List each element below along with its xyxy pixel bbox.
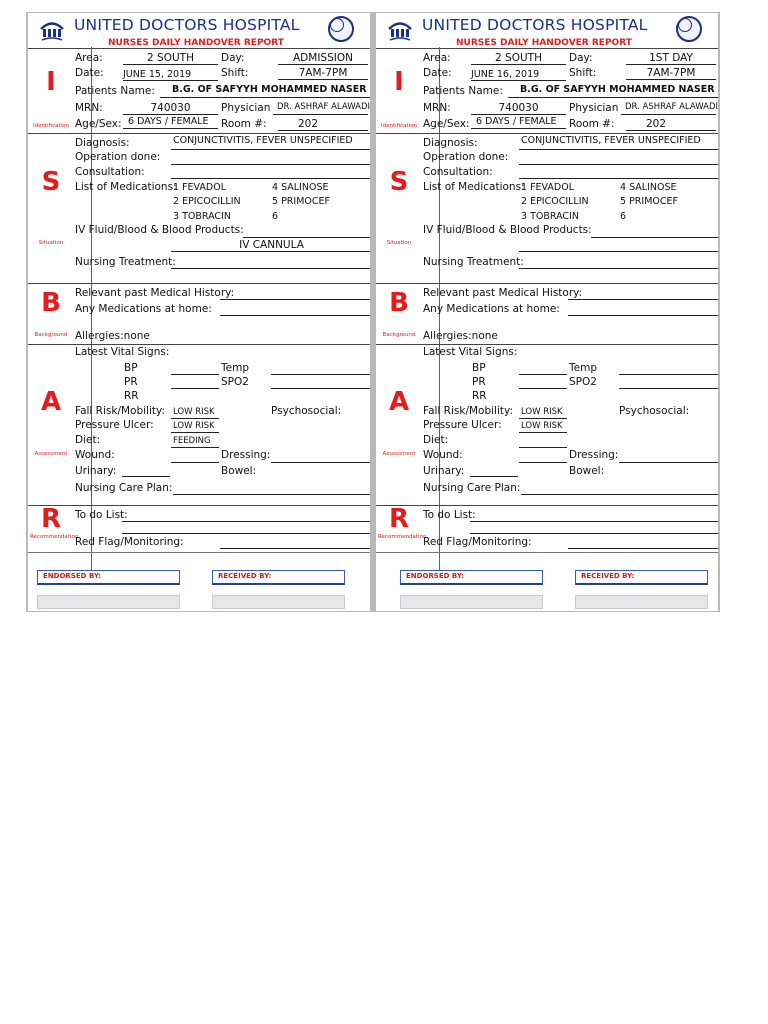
received-by-field-copy[interactable]: [575, 595, 708, 609]
medication-item: 5 PRIMOCEF: [272, 196, 330, 207]
room-label: Room #:: [221, 118, 267, 130]
home-meds-line: [568, 315, 718, 316]
recommendation-caption: Recommendation: [378, 534, 427, 540]
medication-item: 2 EPICOCILLIN: [173, 196, 241, 207]
home-meds-line: [220, 315, 370, 316]
date-label: Date:: [423, 67, 452, 79]
diet-line: [171, 447, 219, 448]
nursing-treatment-label: Nursing Treatment:: [423, 256, 524, 268]
consultation-line: [519, 178, 718, 179]
iv-value: IV CANNULA: [239, 239, 304, 251]
received-by-label: RECEIVED BY:: [218, 572, 272, 580]
dressing-line: [271, 462, 370, 463]
spo2-line: [619, 388, 718, 389]
date-line: [471, 80, 566, 81]
allergies-value: none: [471, 330, 498, 342]
iv-line: [591, 237, 718, 238]
section-divider: [28, 283, 370, 284]
medication-item: 3 TOBRACIN: [521, 211, 579, 222]
bp-label: BP: [124, 362, 138, 374]
consultation-label: Consultation:: [423, 166, 493, 178]
day-label: Day:: [221, 52, 245, 64]
report-title: NURSES DAILY HANDOVER REPORT: [108, 38, 284, 48]
bp-line: [519, 374, 567, 375]
shift-value: 7AM-7PM: [298, 67, 348, 79]
section-divider: [376, 552, 718, 553]
bp-label: BP: [472, 362, 486, 374]
identification-letter: I: [394, 67, 404, 97]
fall-risk-line: [171, 418, 219, 419]
diet-value: FEEDING: [173, 436, 211, 446]
rr-label: RR: [124, 390, 139, 402]
allergies: [75, 330, 150, 342]
area-value: 2 SOUTH: [495, 52, 542, 64]
agesex-label: Age/Sex:: [75, 118, 122, 130]
background-caption: Background: [382, 332, 416, 338]
section-divider: [376, 344, 718, 345]
recommendation-letter: R: [388, 504, 410, 534]
diet-label: Diet:: [423, 434, 449, 446]
wound-label: Wound:: [75, 449, 115, 461]
history-label: Relevant past Medical History:: [423, 287, 583, 299]
mrn-label: MRN:: [75, 102, 103, 114]
day-label: Day:: [569, 52, 593, 64]
medication-item: 4 SALINOSE: [620, 182, 677, 193]
physician-label: Physician: [221, 102, 271, 114]
psychosocial-label: Psychosocial:: [619, 405, 690, 417]
urinary-line: [122, 476, 170, 477]
physician-line: [621, 114, 716, 115]
background-letter: B: [41, 288, 61, 318]
date-line: [123, 80, 218, 81]
area-line: [123, 64, 218, 65]
fall-risk-value: LOW RISK: [173, 407, 215, 417]
mrn-value: 740030: [150, 102, 191, 114]
section-divider: [28, 133, 370, 134]
iv-line: [243, 237, 370, 238]
room-line: [626, 130, 716, 131]
date-value: JUNE 15, 2019: [123, 69, 192, 80]
room-value: 202: [645, 118, 667, 130]
urinary-line: [470, 476, 518, 477]
endorsed-by-label: ENDORSED BY:: [43, 572, 102, 580]
vitals-label: Latest Vital Signs:: [75, 346, 170, 358]
received-by-field[interactable]: [575, 570, 708, 585]
diagnosis-label: Diagnosis:: [423, 137, 478, 149]
fall-risk-value: LOW RISK: [521, 407, 563, 417]
spo2-label: SPO2: [569, 376, 597, 388]
consultation-line: [171, 178, 370, 179]
day-value: 1ST DAY: [649, 52, 693, 64]
allergies-label: Allergies:: [75, 330, 124, 342]
background-letter: B: [389, 288, 409, 318]
section-divider: [376, 505, 718, 506]
situation-letter: S: [41, 167, 61, 197]
physician-label: Physician: [569, 102, 619, 114]
fall-risk-label: Fall Risk/Mobility:: [423, 405, 513, 417]
hospital-logo-icon: [37, 17, 67, 43]
assessment-caption: Assessment: [382, 451, 416, 457]
section-divider: [28, 552, 370, 553]
care-plan-label: Nursing Care Plan:: [75, 482, 173, 494]
diagnosis-value: CONJUNCTIVITIS, FEVER UNSPECIFIED: [521, 135, 701, 146]
history-line: [220, 299, 370, 300]
temp-label: Temp: [569, 362, 597, 374]
medication-item: 4 SALINOSE: [272, 182, 329, 193]
pressure-ulcer-value: LOW RISK: [521, 421, 563, 431]
temp-line: [271, 374, 370, 375]
history-label: Relevant past Medical History:: [75, 287, 235, 299]
medications-label: List of Medications:: [75, 181, 177, 193]
agesex-line: [123, 128, 218, 129]
header-divider: [376, 48, 718, 49]
endorsed-by-field[interactable]: [400, 570, 543, 585]
dressing-label: Dressing:: [221, 449, 271, 461]
diet-line: [519, 447, 567, 448]
situation-caption: Situation: [386, 240, 412, 246]
day-value: ADMISSION: [293, 52, 353, 64]
patient-label: Patients Name:: [423, 85, 503, 97]
hospital-emblem-icon: [328, 16, 354, 42]
hospital-name: UNITED DOCTORS HOSPITAL: [74, 16, 300, 34]
area-label: Area:: [423, 52, 451, 64]
iv-label: IV Fluid/Blood & Blood Products:: [75, 224, 244, 236]
endorsed-by-label: ENDORSED BY:: [406, 572, 465, 580]
mrn-line: [123, 114, 218, 115]
red-flag-label: Red Flag/Monitoring:: [423, 536, 532, 548]
allergies: [423, 330, 498, 342]
patient-value: B.G. OF SAFYYH MOHAMMED NASER: [172, 84, 367, 95]
medication-item: 6: [272, 211, 279, 222]
bowel-label: Bowel:: [221, 465, 257, 477]
endorsed-by-field[interactable]: [37, 570, 180, 585]
hospital-logo-icon: [385, 17, 415, 43]
consultation-label: Consultation:: [75, 166, 145, 178]
recommendation-caption: Recommendation: [30, 534, 79, 540]
todo-label: To do List:: [423, 509, 476, 521]
dressing-line: [619, 462, 718, 463]
todo-label: To do List:: [75, 509, 128, 521]
date-value: JUNE 16, 2019: [471, 69, 540, 80]
recommendation-letter: R: [40, 504, 62, 534]
received-by-field[interactable]: [212, 570, 345, 585]
bp-line: [171, 374, 219, 375]
diagnosis-line: [519, 149, 718, 150]
situation-letter: S: [389, 167, 409, 197]
urinary-label: Urinary:: [423, 465, 465, 477]
pressure-ulcer-line: [171, 432, 219, 433]
shift-value: 7AM-7PM: [646, 67, 696, 79]
room-label: Room #:: [569, 118, 615, 130]
identification-caption: Identification: [380, 123, 418, 129]
bowel-label: Bowel:: [569, 465, 605, 477]
operation-line: [171, 164, 370, 165]
medication-item: 6: [620, 211, 627, 222]
operation-line: [519, 164, 718, 165]
assessment-caption: Assessment: [34, 451, 68, 457]
iv-line-2: [519, 251, 718, 252]
urinary-label: Urinary:: [75, 465, 117, 477]
identification-letter: I: [46, 67, 56, 97]
pressure-ulcer-value: LOW RISK: [173, 421, 215, 431]
endorsed-by-field-copy[interactable]: [37, 595, 180, 609]
todo-line-2: [470, 533, 718, 534]
shift-label: Shift:: [569, 67, 597, 79]
assessment-letter: A: [40, 387, 62, 417]
temp-line: [619, 374, 718, 375]
background-caption: Background: [34, 332, 68, 338]
operation-label: Operation done:: [75, 151, 161, 163]
patient-label: Patients Name:: [75, 85, 155, 97]
diagnosis-label: Diagnosis:: [75, 137, 130, 149]
spo2-label: SPO2: [221, 376, 249, 388]
room-line: [278, 130, 368, 131]
physician-line: [273, 114, 368, 115]
medication-item: 1 FEVADOL: [173, 182, 227, 193]
home-meds-label: Any Medications at home:: [75, 303, 212, 315]
date-label: Date:: [75, 67, 104, 79]
operation-label: Operation done:: [423, 151, 509, 163]
section-divider: [28, 505, 370, 506]
medication-item: 1 FEVADOL: [521, 182, 575, 193]
pr-label: PR: [472, 376, 486, 388]
wound-line: [171, 462, 219, 463]
vitals-label: Latest Vital Signs:: [423, 346, 518, 358]
diagnosis-value: CONJUNCTIVITIS, FEVER UNSPECIFIED: [173, 135, 353, 146]
physician-value: DR. ASHRAF ALAWADI: [277, 102, 371, 112]
temp-label: Temp: [221, 362, 249, 374]
received-by-field-copy[interactable]: [212, 595, 345, 609]
spo2-line: [271, 388, 370, 389]
shift-line: [278, 79, 368, 80]
medication-item: 2 EPICOCILLIN: [521, 196, 589, 207]
iv-label: IV Fluid/Blood & Blood Products:: [423, 224, 592, 236]
day-line: [278, 64, 368, 65]
todo-line: [122, 521, 370, 522]
situation-caption: Situation: [38, 240, 64, 246]
dressing-label: Dressing:: [569, 449, 619, 461]
pressure-ulcer-label: Pressure Ulcer:: [75, 419, 154, 431]
nursing-treatment-line: [519, 268, 718, 269]
identification-caption: Identification: [32, 123, 70, 129]
fall-risk-label: Fall Risk/Mobility:: [75, 405, 165, 417]
rr-label: RR: [472, 390, 487, 402]
medication-item: 5 PRIMOCEF: [620, 196, 678, 207]
nursing-treatment-line: [171, 268, 370, 269]
section-divider: [376, 133, 718, 134]
pr-label: PR: [124, 376, 138, 388]
patient-line: [160, 97, 370, 98]
pressure-ulcer-line: [519, 432, 567, 433]
care-plan-line: [521, 494, 718, 495]
day-line: [626, 64, 716, 65]
agesex-value: 6 DAYS / FEMALE: [128, 116, 209, 127]
psychosocial-label: Psychosocial:: [271, 405, 342, 417]
red-flag-line: [220, 548, 370, 549]
section-divider: [28, 344, 370, 345]
hospital-emblem-icon: [676, 16, 702, 42]
received-by-label: RECEIVED BY:: [581, 572, 635, 580]
pressure-ulcer-label: Pressure Ulcer:: [423, 419, 502, 431]
history-line: [568, 299, 718, 300]
mrn-value: 740030: [498, 102, 539, 114]
allergies-value: none: [123, 330, 150, 342]
diet-label: Diet:: [75, 434, 101, 446]
area-line: [471, 64, 566, 65]
wound-label: Wound:: [423, 449, 463, 461]
iv-line-2: [171, 251, 370, 252]
red-flag-label: Red Flag/Monitoring:: [75, 536, 184, 548]
todo-line-2: [122, 533, 370, 534]
room-value: 202: [297, 118, 319, 130]
medications-label: List of Medications:: [423, 181, 525, 193]
patient-line: [508, 97, 718, 98]
physician-value: DR. ASHRAF ALAWADI: [625, 102, 719, 112]
fall-risk-line: [519, 418, 567, 419]
section-divider: [376, 283, 718, 284]
care-plan-label: Nursing Care Plan:: [423, 482, 521, 494]
red-flag-line: [568, 548, 718, 549]
report-title: NURSES DAILY HANDOVER REPORT: [456, 38, 632, 48]
agesex-value: 6 DAYS / FEMALE: [476, 116, 557, 127]
todo-line: [470, 521, 718, 522]
patient-value: B.G. OF SAFYYH MOHAMMED NASER: [520, 84, 715, 95]
shift-line: [626, 79, 716, 80]
pr-line: [519, 388, 567, 389]
wound-line: [519, 462, 567, 463]
home-meds-label: Any Medications at home:: [423, 303, 560, 315]
mrn-label: MRN:: [423, 102, 451, 114]
pr-line: [171, 388, 219, 389]
area-value: 2 SOUTH: [147, 52, 194, 64]
nursing-treatment-label: Nursing Treatment:: [75, 256, 176, 268]
handover-form-day2: [376, 13, 718, 611]
care-plan-line: [173, 494, 370, 495]
hospital-name: UNITED DOCTORS HOSPITAL: [422, 16, 648, 34]
assessment-letter: A: [388, 387, 410, 417]
diagnosis-line: [171, 149, 370, 150]
handover-sheets: [26, 12, 720, 612]
agesex-label: Age/Sex:: [423, 118, 470, 130]
shift-label: Shift:: [221, 67, 249, 79]
allergies-label: Allergies:: [423, 330, 472, 342]
medication-item: 3 TOBRACIN: [173, 211, 231, 222]
handover-form-day1: [28, 13, 370, 611]
header-divider: [28, 48, 370, 49]
endorsed-by-field-copy[interactable]: [400, 595, 543, 609]
area-label: Area:: [75, 52, 103, 64]
mrn-line: [471, 114, 566, 115]
agesex-line: [471, 128, 566, 129]
